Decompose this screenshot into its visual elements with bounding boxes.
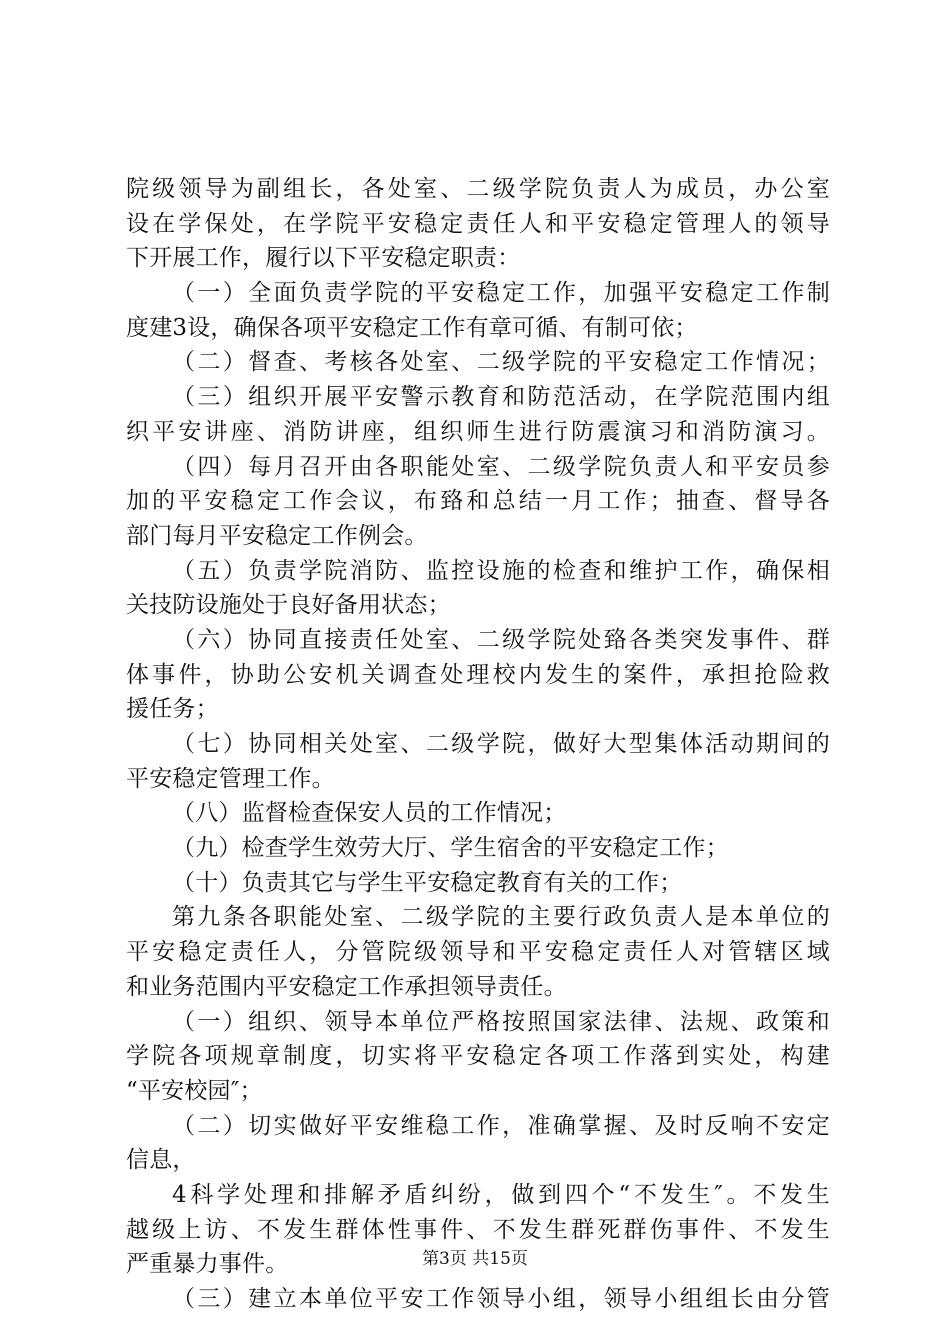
text-line: 平安稳定管理工作。 [126,765,335,792]
text-line: 平安稳定责任人，分管院级领导和平安稳定责任人对管辖区域 [126,939,830,966]
text-line: （三）建立本单位平安工作领导小组，领导小组组长由分管 [172,1286,830,1312]
text-line: 体事件，协助公安机关调查处理校内发生的案件，承担抢险救 [126,661,830,688]
text-line: （十）负责其它与学生平安稳定教育有关的工作； [172,869,683,896]
text-line: 关技防设施处于良好备用状态； [126,592,451,619]
text-line: 信息， [126,1147,196,1174]
text-line: （四）每月召开由各职能处室、二级学院负责人和平安员参 [172,453,830,480]
text-line: （六）协同直接责任处室、二级学院处臵各类突发事件、群 [172,626,830,653]
page-footer: 第3页 共15页 [422,1249,528,1269]
text-line: （一）组织、领导本单位严格按照国家法律、法规、政策和 [172,1008,830,1035]
text-line: （二）督查、考核各处室、二级学院的平安稳定工作情况； [172,349,830,376]
text-line: 下开展工作，履行以下平安稳定职责： [126,245,521,272]
text-line: “平安校园″； [126,1077,263,1104]
text-line: 院级领导为副组长，各处室、二级学院负责人为成员，办公室 [126,176,830,202]
text-line: 部门每月平安稳定工作例会。 [126,522,428,549]
text-line: 越级上访、不发生群体性事件、不发生群死群伤事件、不发生 [126,1216,830,1243]
text-line: （三）组织开展平安警示教育和防范活动，在学院范围内组 [172,384,830,411]
text-line: 度建3设，确保各项平安稳定工作有章可循、有制可依； [126,314,698,341]
text-line: 织平安讲座、消防讲座，组织师生进行防震演习和消防演习。 [126,418,830,445]
text-line: 和业务范围内平安稳定工作承担领导责任。 [126,973,567,1000]
text-line: 4科学处理和排解矛盾纠纷，做到四个“不发生″。不发生 [172,1181,830,1208]
text-line: （二）切实做好平安维稳工作，准确掌握、及时反响不安定 [172,1112,830,1139]
text-line: 援任务； [126,696,219,723]
text-line: 第九条各职能处室、二级学院的主要行政负责人是本单位的 [172,904,830,931]
text-line: 加的平安稳定工作会议，布臵和总结一月工作；抽查、督导各 [126,488,830,515]
text-line: 设在学保处，在学院平安稳定责任人和平安稳定管理人的领导 [126,210,830,237]
document-body [126,172,830,1317]
text-line: 严重暴力事件。 [126,1251,289,1278]
text-line: （五）负责学院消防、监控设施的检查和维护工作，确保相 [172,557,830,584]
text-line: （九）检查学生效劳大厅、学生宿舍的平安稳定工作； [172,835,729,862]
text-line: （七）协同相关处室、二级学院，做好大型集体活动期间的 [172,731,830,757]
text-line: （一）全面负责学院的平安稳定工作，加强平安稳定工作制 [172,280,830,307]
text-line: （八）监督检查保安人员的工作情况； [172,800,567,827]
text-line: 学院各项规章制度，切实将平安稳定各项工作落到实处，构建 [126,1043,830,1070]
